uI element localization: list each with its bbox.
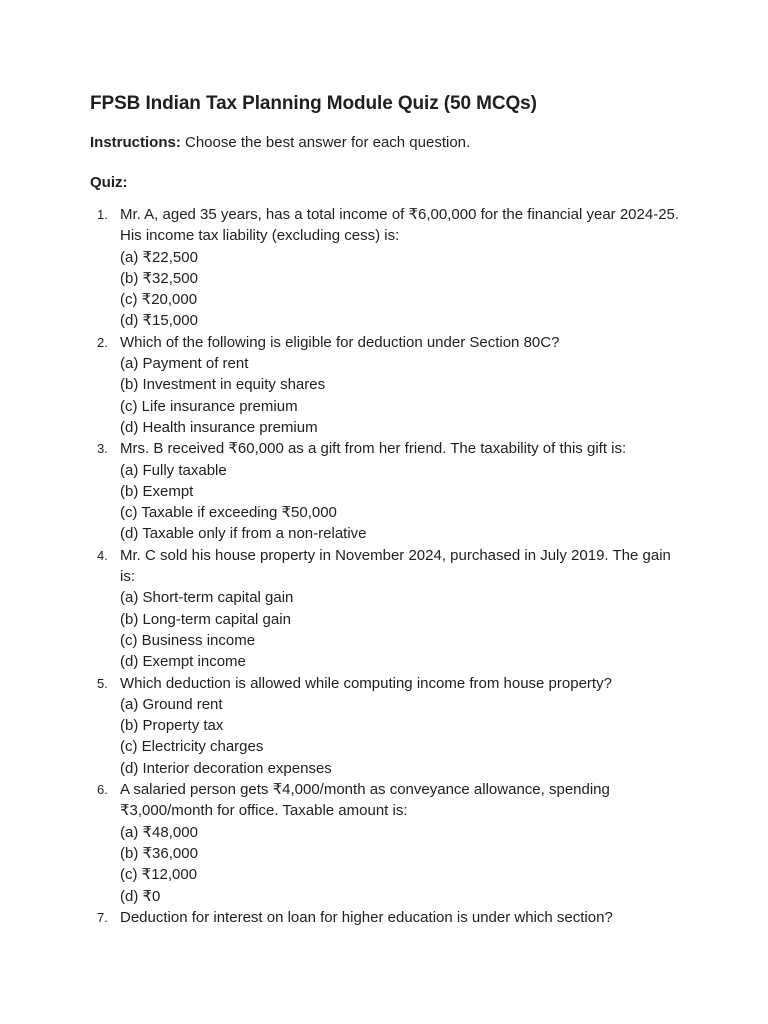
answer-option: (b) Property tax [120,717,224,735]
answer-option: (c) ₹20,000 [120,291,198,309]
question-item [90,673,688,779]
answer-option: (b) Exempt [120,482,194,500]
question-number: 6. [97,782,108,798]
answer-option: (d) Exempt income [120,653,246,671]
answer-option: (a) ₹22,500 [120,248,198,266]
question-number: 5. [97,675,108,691]
question-text: Mrs. B received ₹60,000 as a gift from her friend. The taxability of this gift is: [120,440,627,458]
answer-option: (c) Life insurance premium [120,397,298,415]
question-item [90,907,688,928]
question-item [90,204,688,332]
answer-option: (a) ₹48,000 [120,823,198,841]
answer-option: (d) ₹15,000 [120,312,198,330]
instructions [90,132,688,154]
question-number: 2. [97,334,108,350]
answer-option: (c) ₹12,000 [120,866,198,884]
answer-option: (c) Business income [120,631,256,649]
answer-option: (b) Long-term capital gain [120,610,291,628]
answer-option: (a) Ground rent [120,695,223,713]
answer-option: (d) Taxable only if from a non-relative [120,525,367,543]
question-item [90,332,688,438]
answer-option: (b) ₹32,500 [120,269,198,287]
question-number: 1. [97,207,108,222]
question-text: A salaried person gets ₹4,000/month as conveyance allowance, spending ₹3,000/month for office. Taxable amount is: [120,781,610,820]
question-text: Deduction for interest on loan for higher education is under which section? [120,908,613,926]
question-number: 3. [97,441,108,457]
answer-option: (a) Short-term capital gain [120,589,294,607]
question-text: Which of the following is eligible for deduction under Section 80C? [120,333,560,351]
question-text: Mr. A, aged 35 years, has a total income of ₹6,00,000 for the financial year 2024-25. His income tax liability (excluding cess) is: [120,206,680,245]
answer-option: (d) Interior decoration expenses [120,759,332,777]
answer-option: (c) Electricity charges [120,738,264,756]
answer-option: (a) Payment of rent [120,355,249,373]
answer-option: (c) Taxable if exceeding ₹50,000 [120,504,337,522]
question-item [90,545,688,673]
answer-option: (d) Health insurance premium [120,418,318,436]
instructions-label: Instructions: [90,134,181,151]
document-title: FPSB Indian Tax Planning Module Quiz (50 MCQs) [90,93,537,114]
question-text: Which deduction is allowed while computing income from house property? [120,674,612,692]
answer-option: (b) ₹36,000 [120,844,198,862]
question-number: 4. [97,547,108,563]
question-text: Mr. C sold his house property in November 2024, purchased in July 2019. The gain is: [120,546,671,586]
question-list [90,204,688,928]
instructions-text: Choose the best answer for each question. [180,134,471,151]
question-item [90,438,688,544]
answer-option: (d) ₹0 [120,887,161,905]
answer-option: (a) Fully taxable [120,461,227,479]
question-number: 7. [97,909,108,925]
question-item [90,779,688,907]
quiz-heading: Quiz: [90,174,128,191]
answer-option: (b) Investment in equity shares [120,376,326,394]
